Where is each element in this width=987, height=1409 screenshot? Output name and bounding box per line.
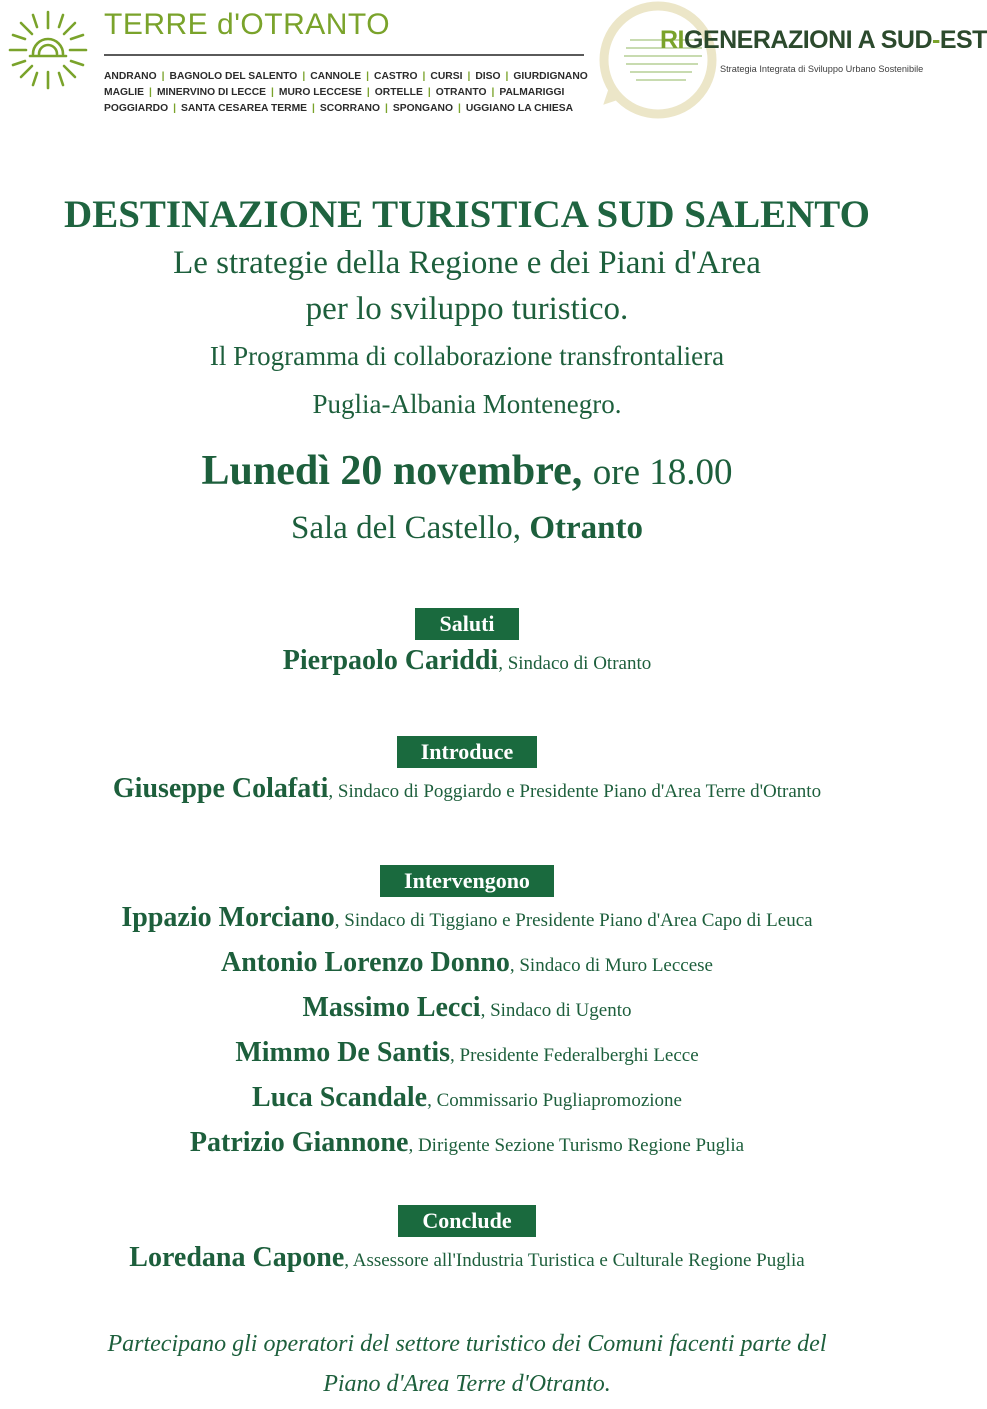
town-name: SPONGANO: [392, 103, 453, 114]
town-name: ORTELLE: [374, 87, 423, 98]
section-intervengono: [0, 865, 934, 1167]
town-name: DISO: [475, 71, 501, 82]
event-subtitle: Il Programma di collaborazione transfrontaliera: [209, 341, 725, 371]
town-row: POGGIARDO | SANTA CESAREA TERME | SCORRANO | SPONGANO | UGGIANO LA CHIESA: [104, 103, 574, 114]
town-name: SANTA CESAREA TERME: [180, 103, 308, 114]
town-name: MINERVINO DI LECCE: [156, 87, 267, 98]
town-list: [104, 69, 594, 117]
section-conclude: [0, 1205, 934, 1282]
event-date: Lunedì 20 novembre, ore 18.00: [201, 448, 733, 494]
event-subtitle: Puglia-Albania Montenegro.: [312, 389, 622, 419]
town-name: SCORRANO: [319, 103, 380, 114]
town-name: ANDRANO: [104, 71, 157, 82]
town-name: CURSI: [430, 71, 463, 82]
event-subtitle: per lo sviluppo turistico.: [305, 291, 629, 327]
closing-line: Piano d'Area Terre d'Otranto.: [323, 1371, 611, 1397]
town-name: PALMARIGGI: [499, 87, 565, 98]
event-venue: Sala del Castello, Otranto: [291, 510, 643, 546]
rigenerazioni-logo-icon: [590, 0, 720, 122]
section-badge: Introduce: [397, 736, 538, 768]
event-time: ore 18.00: [592, 452, 733, 493]
event-subtitle: Le strategie della Regione e dei Piani d'Area: [173, 245, 761, 281]
speaker-line: Massimo Lecci, Sindaco di Ugento: [302, 992, 632, 1023]
rigenerazioni-title: RIGENERAZIONI A SUD-EST: [660, 26, 987, 54]
town-row: MAGLIE | MINERVINO DI LECCE | MURO LECCESE | ORTELLE | OTRANTO | PALMARIGGI: [104, 87, 565, 98]
town-name: UGGIANO LA CHIESA: [465, 103, 574, 114]
town-name: MAGLIE: [104, 87, 145, 98]
town-name: OTRANTO: [435, 87, 487, 98]
header: [0, 0, 987, 130]
event-details: [0, 190, 934, 1404]
section-badge: Saluti: [415, 608, 518, 640]
speaker-line: Antonio Lorenzo Donno, Sindaco di Muro Leccese: [221, 947, 713, 978]
town-name: BAGNOLO DEL SALENTO: [169, 71, 298, 82]
section-badge: Intervengono: [380, 865, 554, 897]
section-introduce: [0, 736, 934, 813]
event-title: DESTINAZIONE TURISTICA SUD SALENTO: [64, 193, 870, 236]
brand-title: TERRE d'OTRANTO: [104, 8, 391, 41]
sun-logo-icon: [6, 8, 90, 92]
town-row: ANDRANO | BAGNOLO DEL SALENTO | CANNOLE | CASTRO | CURSI | DISO | GIURDIGNANO: [104, 71, 588, 82]
town-name: POGGIARDO: [104, 103, 169, 114]
speaker-line: Loredana Capone, Assessore all'Industria Turistica e Culturale Regione Puglia: [129, 1242, 805, 1273]
section-saluti: [0, 608, 934, 685]
town-name: GIURDIGNANO: [513, 71, 588, 82]
event-city: Otranto: [529, 510, 643, 546]
speaker-line: Pierpaolo Cariddi, Sindaco di Otranto: [282, 645, 652, 676]
speaker-line: Giuseppe Colafati, Sindaco di Poggiardo e Presidente Piano d'Area Terre d'Otranto: [112, 773, 822, 804]
rigenerazioni-subtitle: Strategia Integrata di Sviluppo Urbano Sostenibile: [720, 64, 924, 74]
speaker-line: Mimmo De Santis, Presidente Federalberghi Lecce: [235, 1037, 699, 1068]
brand-divider: [104, 54, 584, 56]
town-name: MURO LECCESE: [278, 87, 362, 98]
closing-note: [0, 1324, 934, 1404]
town-name: CASTRO: [374, 71, 418, 82]
speaker-line: Ippazio Morciano, Sindaco di Tiggiano e Presidente Piano d'Area Capo di Leuca: [121, 902, 813, 933]
speaker-line: Patrizio Giannone, Dirigente Sezione Turismo Regione Puglia: [189, 1127, 745, 1158]
speaker-line: Luca Scandale, Commissario Pugliapromozione: [252, 1082, 682, 1113]
closing-line: Partecipano gli operatori del settore turistico dei Comuni facenti parte del: [107, 1331, 827, 1357]
section-badge: Conclude: [398, 1205, 535, 1237]
town-name: CANNOLE: [310, 71, 362, 82]
